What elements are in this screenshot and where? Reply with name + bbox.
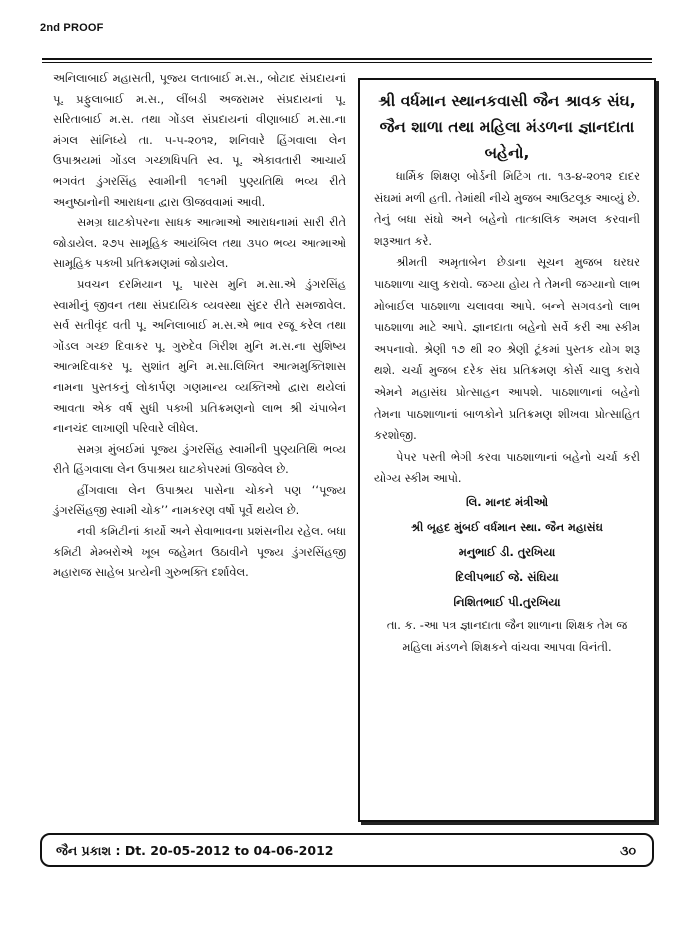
page-footer	[40, 833, 654, 867]
signatory-2: દિલીપભાઈ જે. સંઘિયા	[455, 569, 559, 584]
publication-dateline: જૈન પ્રકાશ : Dt. 20-05-2012 to 04-06-2012	[56, 843, 334, 858]
header-rule	[42, 58, 652, 60]
article-paragraph-6: નવી કમિટીનાં કાર્યો અને સેવાભાવના પ્રશંસનીય રહેલ. બધા કમિટી મેમ્બરોએ ખૂબ જહેમત ઉઠાવીને પૂજ્ય ડુંગરસિંહજી મહારાજ સાહેબ પ્રત્યેની ગુરુભક્તિ દર્શાવેલ.	[53, 524, 346, 580]
notice-title: શ્રી વર્ધમાન સ્થાનકવાસી જૈન શ્રાવક સંઘ, જૈન શાળા તથા મહિલા મંડળના જ્ઞાનદાતા બહેનો,	[378, 92, 636, 162]
header-rule-thin	[42, 62, 652, 63]
signatory-3: નિશિતભાઈ પી.તુરખિયા	[453, 594, 561, 609]
notice-paragraph-1: ધાર્મિક શિક્ષણ બોર્ડની મિટિંગ તા. ૧૩-૪-૨૦૧૨ દાદર સંઘમાં મળી હતી. તેમાંથી નીચે મુજબ આઉટલૂક આવ્યું છે. તેનું બધા સંઘો અને બહેનો તાત્કાલિક અમલ કરવાની શરૂઆત કરે.	[374, 169, 640, 248]
proof-label: 2nd PROOF	[40, 22, 104, 34]
notice-footnote: તા. ક. -આ પત્ર જ્ઞાનદાતા જૈન શાળાના શિક્ષક તેમ જ મહિલા મંડળને શિક્ષકને વાંચવા આપવા વિનંતી.	[386, 617, 628, 654]
article-paragraph-4: સમગ્ર મુંબઈમાં પૂજ્ય ડુંગરસિંહ સ્વામીની પુણ્યતિથિ ભવ્ય રીતે હિંગવાલા લેન ઉપાશ્રય ઘાટકોપરમાં ઊજવેલ છે.	[53, 441, 346, 477]
notice-paragraph-3: પેપર પસ્તી ભેગી કરવા પાઠશાળાનાં બહેનો ચર્ચા કરી યોગ્ય સ્કીમ આપો.	[374, 449, 640, 486]
notice-signoff: લિ. માનદ મંત્રીઓ	[466, 494, 548, 509]
signatory-1: મનુભાઈ ડી. તુરખિયા	[458, 544, 556, 559]
notice-box	[358, 78, 656, 822]
page-number: ૩૦	[620, 843, 636, 858]
notice-paragraph-2: શ્રીમતી અમૃતાબેન છેડાના સૂચન મુજબ ઘરઘર પાઠશાળા ચાલુ કરાવો. જગ્યા હોય તે તેમની જગ્યાનો લાભ મોબાઈલ પાઠશાળા ચલાવવા આપે. બન્ને સગવડનો લાભ પાઠશાળા માટે આપે. જ્ઞાનદાતા બહેનો સર્વે કરી આ સ્કીમ અપનાવો. શ્રેણી ૧૭ થી ૨૦ શ્રેણી ટૂંકમાં પુસ્તક યોગ શરૂ થશે. ચર્ચા મુજબ દરેક સંઘ પ્રતિક્રમણ કોર્સ ચાલુ કરાવે એમને મહાસંઘ પ્રોત્સાહન આપશે. પાઠશાળાનાં બહેનો તેમના પાઠશાળાનાં બાળકોને પ્રતિક્રમણ શીખવા પ્રોત્સાહિત કરશોજી.	[374, 255, 640, 443]
left-column	[53, 68, 346, 583]
notice-organization: શ્રી બૃહદ મુંબઈ વર્ધમાન સ્થા. જૈન મહાસંઘ	[410, 520, 604, 534]
article-paragraph-2: સમગ્ર ઘાટકોપરના સાધક આત્માઓ આરાધનામાં સારી રીતે જોડાયેલ. ૨૭૫ સામૂહિક આયંબિલ તથા ૩૫૦ ભવ્ય આત્માઓ સામૂહિક પક્ખી પ્રતિક્રમણમાં જોડાયેલ.	[53, 215, 346, 271]
article-paragraph-3: પ્રવચન દરમિયાન પૂ. પારસ મુનિ મ.સા.એ ડુંગરસિંહ સ્વામીનું જીવન તથા સંપ્રદાયિક વ્યવસ્થા સુંદર રીતે સમજાવેલ. સર્વ સતીવૃંદ વતી પૂ. અનિલાબાઈ મ.સ.એ ભાવ રજૂ કરેલ તથા ગોંડલ ગચ્છ દિવાકર પૂ. ગુરુદેવ ગિરીશ મુનિ મ.સ.ના સુશિષ્ય આત્મદિવાકર પૂ. સુશાંત મુનિ મ.સા.લિખિત આત્મમુક્તિશાસ નામના પુસ્તકનું લોકાર્પણ ગણમાન્ય વ્યક્તિઓ દ્વારા થયેલાં આવતા એક વર્ષ સુધી પક્ખી પ્રતિક્રમણનો લાભ શ્રી ચંપાબેન નાનચંદ લાખાણી પરિવારે લીધેલ.	[53, 276, 346, 436]
article-paragraph-1: અનિલાબાઈ મહાસતી, પૂજ્ય લતાબાઈ મ.સ., બોટાદ સંપ્રદાયનાં પૂ. પ્રફુલાબાઈ મ.સ., લીંબડી અજરામર સંપ્રદાયનાં પૂ. સરિતાબાઈ મ.સ. તથા ગોંડલ સંપ્રદાયનાં વીણાબાઈ મ.સા.ના મંગલ સાંનિધ્યે તા. ૫-૫-૨૦૧૨, શનિવારે હિંગવાલા લેન ઉપાશ્રયમાં ગોંડલ ગચ્છાધિપતિ સ્વ. પૂ. એકાવતારી આચાર્ય ભગવંત ડુંગરસિંહ સ્વામીની ૧૯૧મી પુણ્યતિથિ ભવ્ય રીતે અનુષ્ઠાનોની આરાધના દ્વારા ઊજવવામાં આવી.	[53, 71, 346, 209]
article-paragraph-5: હીંગવાલા લેન ઉપાશ્રય પાસેના ચોકને પણ ‘‘પૂજ્ય ડુંગરસિંહજી સ્વામી ચોક’’ નામકરણ વર્ષો પૂર્વે થયેલ છે.	[53, 482, 346, 518]
